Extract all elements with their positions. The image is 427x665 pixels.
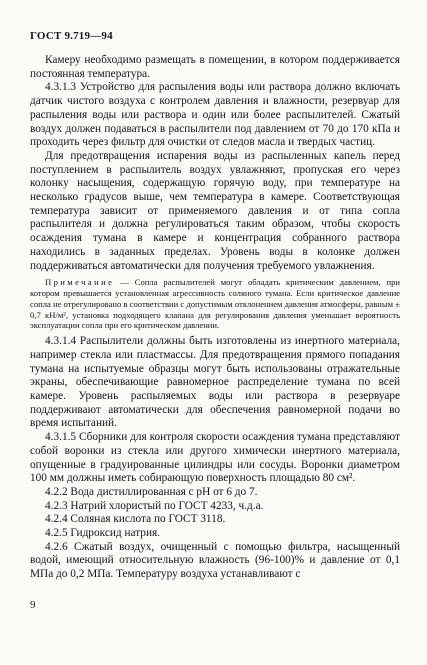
note-label: Примечание [45,277,115,288]
note-paragraph [30,277,400,331]
document-header: ГОСТ 9.719—94 [30,30,113,42]
paragraph-4-2-5: 4.2.5 Гидроксид натрия. [45,527,161,540]
page-number: 9 [30,599,36,611]
paragraph-4-2-4: 4.2.4 Соляная кислота по ГОСТ 3118. [45,513,226,526]
note-text: — Сопла распылителей могут обладать критическим давлением, при котором превышается установленная агрессивность соляного тумана. Если критическое давление сопла не отрегулировано в соответствии с допустимым отклонением давления атмосферы, равным ± 0,7 кН/м², установка подходящего клапана для регулирования давления уменьшает вероятность эксплуатации сопла при его критическом давлении. [30,277,400,331]
paragraph-4-2-6: 4.2.6 Сжатый воздух, очищенный с помощью фильтра, насыщенный водой, имеющий относительную влажность (96-100)% и давление от 0,1 МПа до 0,2 МПа. Температуру воздуха устанавливают с [30,540,400,581]
paragraph-4-2-3: 4.2.3 Натрий хлористый по ГОСТ 4233, ч.д.а. [45,499,264,512]
body-text [30,54,400,582]
paragraph-4-3-1-5: 4.3.1.5 Сборники для контроля скорости осаждения тумана представляют собой воронки из стекла или другого химически инертного материала, опущенные в градуированные цилиндры или сосуды. Воронки диаметром 100 мм должны иметь собирающую поверхность площадью 80 см². [30,431,400,485]
paragraph-4-3-1-4: 4.3.1.4 Распылители должны быть изготовлены из инертного материала, например стекла или пластмассы. Для предотвращения прямого попадания тумана на испытуемые образцы могут быть использованы отражательные экраны, обеспечивающие равномерное распределение тумана по всей камере. Уровень распыляемых воды или раствора в резервуаре поддерживают автоматически для обеспечения равномерной подачи во время испытаний. [30,335,400,430]
paragraph-4-3-1-3: 4.3.1.3 Устройство для распыления воды или раствора должно включать датчик чистого воздуха с контролем давления и влажности, резервуар для распыления воды или раствора и один или более распылителей. Сжатый воздух должен подаваться в распылители под давлением от 70 до 170 кПа и проходить через фильтр для очистки от следов масла и твердых частиц. [30,81,400,149]
paragraph-chamber-placement: Камеру необходимо размещать в помещении, в котором поддерживается постоянная температура. [30,54,400,80]
paragraph-evaporation: Для предотвращения испарения воды из распыленных капель перед поступлением в распылитель воздух увлажняют, пропуская его через колонку насыщения, содержащую горячую воду, при температуре на несколько градусов выше, чем температура в камере. Соответствующая температура зависит от применяемого давления и от типа сопла распылителя и должна регулироваться таким образом, чтобы скорость осаждения тумана в камере и концентрация собранного раствора находились в заданных пределах. Уровень воды в колонке должен поддерживаться автоматически для получения требуемого увлажнения. [30,149,400,272]
paragraph-4-2-2: 4.2.2 Вода дистиллированная с pH от 6 до 7. [45,485,258,498]
